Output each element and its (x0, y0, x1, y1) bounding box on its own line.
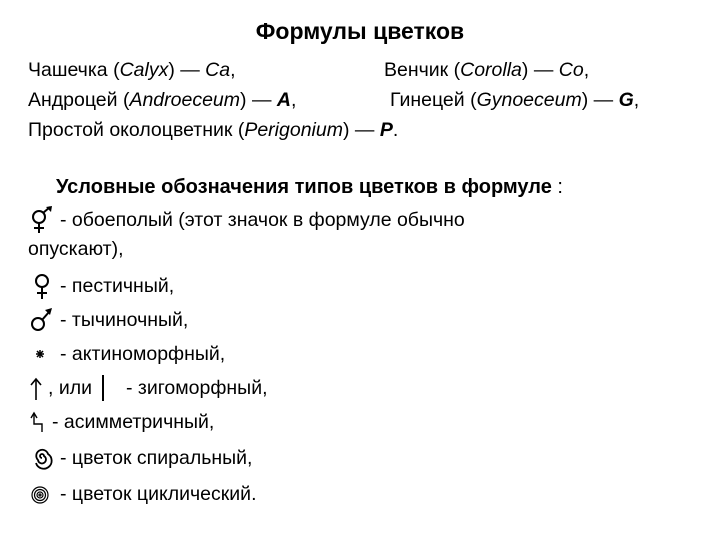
legend-item-zygomorphic-or: , или (48, 376, 92, 399)
perigon-abbr: P (379, 119, 393, 141)
slide-title: Формулы цветков (255, 18, 465, 44)
androeceum-comma: , (290, 89, 297, 111)
legend-item-bisexual-text: - обоеполый (этот значок в формуле обычно (60, 208, 465, 231)
gynoeceum-comma: , (633, 89, 640, 111)
corolla-latin: Corolla (460, 59, 522, 81)
corolla-comma: , (583, 59, 590, 81)
androeceum-dash: ) — (240, 89, 277, 111)
legend-item-actinomorphic-text: - актиноморфный, (60, 342, 226, 365)
legend-item-actinomorphic (28, 340, 225, 368)
legend-heading-text: Условные обозначения типов цветков в формуле (56, 176, 552, 198)
corolla-label: Венчик ( (384, 59, 461, 81)
androeceum-label: Андроцей ( (28, 89, 130, 111)
spiral-icon (28, 444, 56, 472)
legend-heading-colon: : (551, 176, 563, 198)
asterisk-icon (28, 340, 56, 368)
calyx-latin: Calyx (119, 59, 169, 81)
perigon-period: . (392, 119, 399, 141)
legend-item-male-text: - тычиночный, (60, 308, 189, 331)
female-icon (28, 272, 56, 300)
legend-item-zygomorphic-text: - зигоморфный, (126, 376, 268, 399)
calyx-label: Чашечка ( (28, 59, 120, 81)
legend-item-bisexual (28, 206, 465, 234)
legend-item-zygomorphic (28, 374, 268, 402)
legend-item-female (28, 272, 174, 300)
legend-item-asymmetric (28, 408, 214, 436)
corolla-dash: ) — (521, 59, 559, 81)
gynoeceum-latin: Gynoeceum (476, 89, 582, 111)
legend-item-female-text: - пестичный, (60, 274, 175, 297)
corolla-abbr: Co (558, 59, 584, 81)
perigon-dash: ) — (342, 119, 380, 141)
male-icon (28, 306, 56, 334)
legend-item-cyclic-text: - цветок циклический. (60, 482, 257, 505)
calyx-line (28, 58, 236, 82)
gynoeceum-abbr: G (618, 89, 634, 111)
calyx-dash: ) — (168, 59, 206, 81)
legend-item-spiral (28, 444, 252, 472)
legend-heading (56, 176, 563, 199)
legend-item-asymmetric-text: - асимметричный, (52, 410, 215, 433)
androeceum-line (28, 88, 296, 112)
corolla-line (384, 58, 589, 82)
perigon-label: Простой околоцветник ( (28, 119, 245, 141)
perigon-line (28, 118, 398, 142)
vertical-bar-icon (102, 375, 104, 401)
legend-item-spiral-text: - цветок спиральный, (60, 446, 253, 469)
perigon-latin: Perigonium (244, 119, 343, 141)
gynoeceum-label: Гинецей ( (390, 89, 477, 111)
arrow-up-icon (28, 374, 48, 402)
legend-item-male (28, 306, 188, 334)
gynoeceum-dash: ) — (581, 89, 619, 111)
asymmetric-arrow-icon (28, 408, 50, 436)
calyx-abbr: Ca (205, 59, 231, 81)
calyx-comma: , (230, 59, 236, 81)
legend-item-cyclic (28, 480, 257, 508)
bisexual-icon (28, 206, 56, 234)
androeceum-abbr: A (276, 89, 291, 111)
gynoeceum-line (390, 88, 639, 112)
androeceum-latin: Androeceum (129, 89, 241, 111)
cyclic-icon (28, 480, 56, 508)
legend-item-bisexual-cont: опускают), (28, 238, 124, 260)
